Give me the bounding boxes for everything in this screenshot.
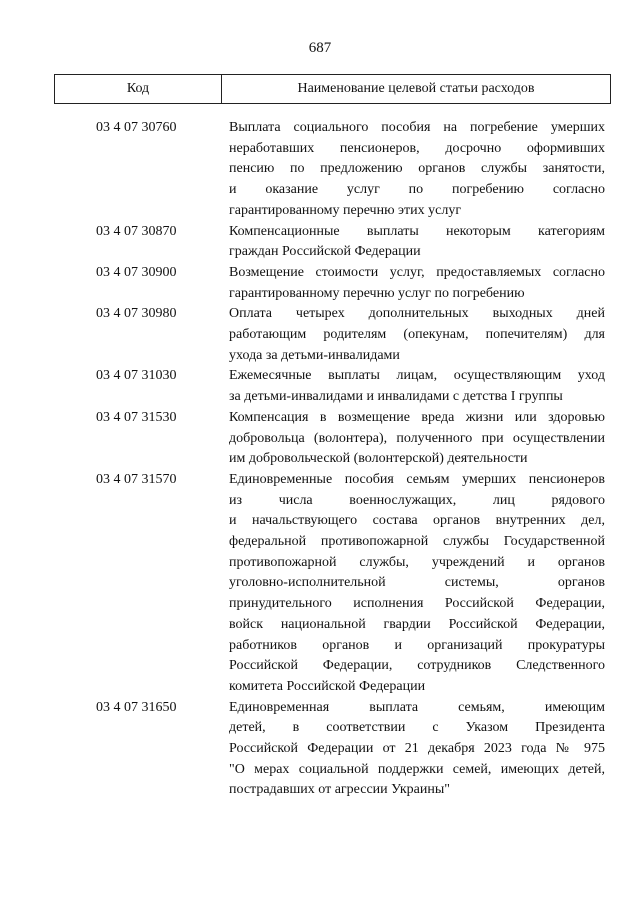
description-line: Компенсация в возмещение вреда жизни или здоровью [229, 409, 605, 425]
description-line: из числа военнослужащих, лиц рядового [229, 492, 605, 508]
description-line: войск национальной гвардии Российской Федерации, [229, 616, 605, 632]
row-description [229, 470, 605, 698]
description-line: принудительного исполнения Российской Федерации, [229, 596, 605, 612]
description-line: пострадавших от агрессии Украины" [229, 782, 450, 798]
description-line: Компенсационные выплаты некоторым категориям [229, 223, 605, 239]
column-header-name: Наименование целевой статьи расходов [297, 81, 535, 96]
description-line: Оплата четырех дополнительных выходных дней [229, 306, 605, 322]
table-row [0, 304, 640, 363]
table-row [0, 408, 640, 467]
description-line: противопожарной службы, учреждений и органов [229, 554, 605, 570]
description-line: Российской Федерации от 21 декабря 2023 года № 975 [229, 741, 605, 756]
row-description [229, 118, 605, 222]
description-line: Российской Федерации, сотрудников Следственного [229, 658, 605, 674]
description-line: федеральной противопожарной службы Государственной [229, 534, 605, 549]
description-line: им добровольческой (волонтерской) деятельности [229, 451, 528, 467]
description-line: пенсию по предложению органов службы занятости, [229, 161, 605, 177]
description-line: Возмещение стоимости услуг, предоставляемых согласно [229, 264, 605, 280]
description-line: комитета Российской Федерации [229, 678, 426, 694]
description-line: работников органов и организаций прокуратуры [229, 637, 605, 653]
table-row [0, 698, 640, 798]
description-line: работающим родителям (опекунам, попечителям) для [229, 327, 605, 342]
row-description [229, 698, 605, 802]
row-code: 03 4 07 30900 [96, 264, 177, 280]
description-line: уголовно-исполнительной системы, органов [229, 575, 605, 591]
table-row [0, 470, 640, 694]
table-row [0, 222, 640, 260]
table-header [54, 74, 611, 104]
row-code: 03 4 07 31530 [96, 409, 177, 425]
row-code: 03 4 07 30980 [96, 306, 177, 322]
description-line: Выплата социального пособия на погребение умерших [229, 120, 605, 135]
description-line: за детьми-инвалидами и инвалидами с детства I группы [229, 389, 563, 405]
description-line: добровольца (волонтера), полученного при осуществлении [229, 430, 605, 446]
description-line: и начальствующего состава органов внутренних дел, [229, 513, 605, 529]
description-line: и оказание услуг по погребению согласно [229, 182, 605, 198]
description-line: гарантированному перечню этих услуг [229, 202, 462, 218]
row-code: 03 4 07 30870 [96, 223, 177, 239]
description-line: Единовременные пособия семьям умерших пенсионеров [229, 471, 605, 487]
description-line: граждан Российской Федерации [229, 244, 421, 260]
description-line: "О мерах социальной поддержки семей, имеющих детей, [229, 761, 605, 777]
table-row [0, 366, 640, 405]
row-description [229, 222, 605, 263]
table-row [0, 263, 640, 301]
column-header-code: Код [55, 75, 222, 103]
description-line: ухода за детьми-инвалидами [229, 347, 400, 363]
row-description [229, 304, 605, 366]
table-row [0, 118, 640, 218]
description-line: неработавших пенсионеров, досрочно оформивших [229, 140, 605, 156]
description-line: Ежемесячные выплаты лицам, осуществляющим уход [229, 368, 605, 384]
page-number: 687 [308, 40, 332, 56]
row-code: 03 4 07 31650 [96, 699, 177, 715]
row-description [229, 408, 605, 470]
row-code: 03 4 07 31030 [96, 368, 177, 384]
row-description [229, 366, 605, 407]
row-code: 03 4 07 30760 [96, 120, 177, 135]
row-description [229, 263, 605, 304]
description-line: детей, в соответствии с Указом Президента [229, 720, 605, 736]
description-line: гарантированному перечню услуг по погребению [229, 285, 525, 301]
row-code: 03 4 07 31570 [96, 471, 177, 487]
description-line: Единовременная выплата семьям, имеющим [229, 699, 605, 715]
